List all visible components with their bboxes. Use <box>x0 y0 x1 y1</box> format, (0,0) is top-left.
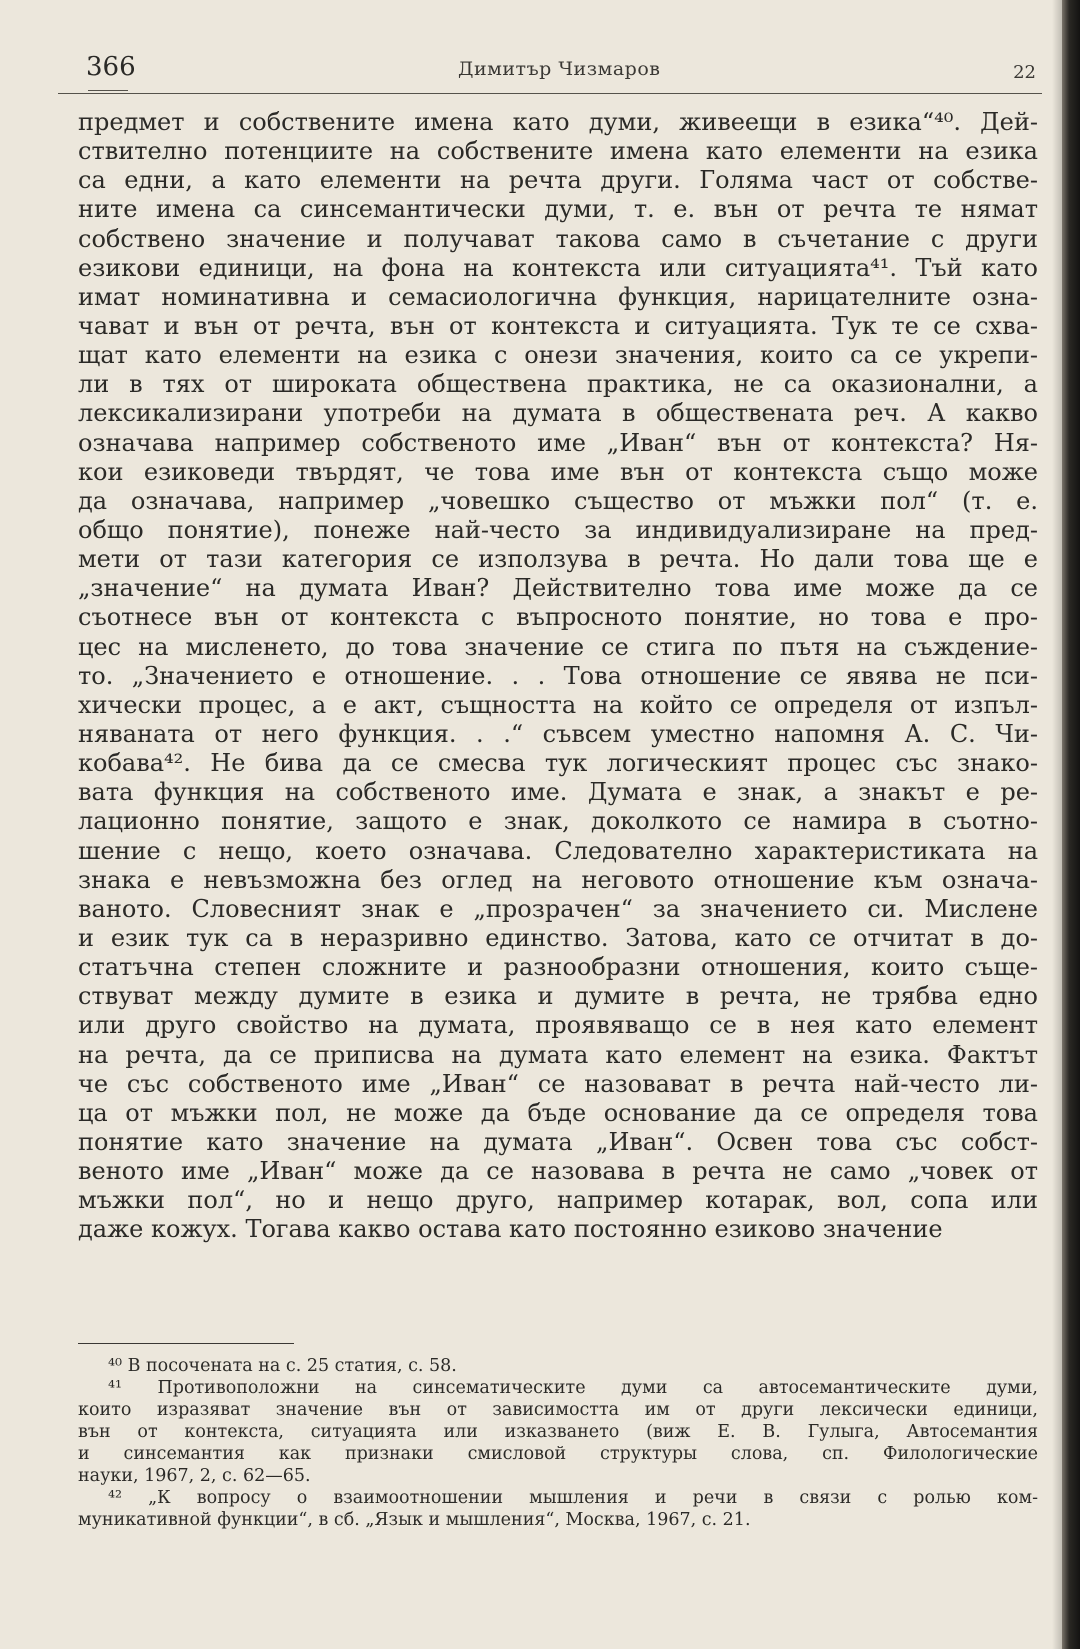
text-line: ните имена са синсемантически думи, т. е. вън от речта те нямат <box>78 195 1038 224</box>
text-line: общо понятие), понеже най-често за индивидуализиране на пред- <box>78 515 1038 544</box>
header-rule <box>58 93 1042 94</box>
text-line: кобава⁴². Не бива да се смесва тук логическият процес със знако- <box>78 749 1038 778</box>
text-line: езикови единици, на фона на контекста или ситуацията⁴¹. Тъй като <box>78 253 1038 282</box>
book-edge <box>1062 0 1080 1649</box>
page-number-underline <box>88 90 128 91</box>
page-gutter-shadow <box>1052 0 1062 1649</box>
footnote-separator <box>78 1343 294 1344</box>
text-line: хически процес, а е акт, същността на който се определя от изпъл- <box>78 690 1038 719</box>
page-header <box>58 52 1042 102</box>
text-line: съотнесе вън от контекста с въпросното понятие, но това е про- <box>78 603 1038 632</box>
text-line: шение с нещо, което означава. Следователно характеристиката на <box>78 836 1038 865</box>
text-line: вата функция на собственото име. Думата е знак, а знакът е ре- <box>78 778 1038 807</box>
text-line: да означава, например „човешко същество от мъжки пол“ (т. е. <box>78 486 1038 515</box>
text-line: или друго свойство на думата, проявяващо се в нея като елемент <box>78 1011 1038 1040</box>
text-line: веното име „Иван“ може да се назовава в речта не само „човек от <box>78 1157 1038 1186</box>
signature-mark: 22 <box>1013 62 1036 83</box>
text-line: предмет и собствените имена като думи, живеещи в езика“⁴⁰. Дей- <box>78 108 1038 136</box>
text-line: даже кожух. Тогава какво остава като постоянно езиково значение <box>78 1215 943 1244</box>
footnote <box>78 1355 1038 1377</box>
text-line: статъчна степен сложните и разнообразни отношения, които съще- <box>78 953 1038 982</box>
text-line: щат като елементи на езика с онези значения, които са се укрепи- <box>78 341 1038 370</box>
footnote-line: муникативной функции“, в сб. „Язык и мышления“, Москва, 1967, с. 21. <box>78 1510 751 1530</box>
text-line: то. „Значението е отношение. . . Това отношение се явява не пси- <box>78 661 1038 690</box>
text-line: лационно понятие, защото е знак, доколкото се намира в съотно- <box>78 807 1038 836</box>
running-head: Димитър Чизмаров <box>458 58 661 80</box>
text-line: че със собственото име „Иван“ се назовават в речта най-често ли- <box>78 1069 1038 1098</box>
footnote <box>78 1487 1038 1531</box>
text-line: имат номинативна и семасиологична функция, нарицателните озна- <box>78 282 1038 311</box>
text-line: ца от мъжки пол, не може да бъде основание да се определя това <box>78 1098 1038 1127</box>
footnotes <box>78 1355 1038 1531</box>
footnote-line: ⁴⁰ В посочената на с. 25 статия, с. 58. <box>108 1356 457 1376</box>
footnote-line: и синсемантия как признаки смисловой структуры слова, сп. Филологические <box>78 1444 1038 1464</box>
body-text <box>78 108 1038 1244</box>
text-line: и език тук са в неразривно единство. Затова, като се отчитат в до- <box>78 923 1038 952</box>
footnote-line: вън от контекста, ситуацията или изказването (виж Е. В. Гулыга, Автосемантия <box>78 1422 1038 1442</box>
text-line: няваната от него функция. . .“ съвсем уместно напомня А. С. Чи- <box>78 719 1038 748</box>
text-line: мети от тази категория се използува в речта. Но дали това ще е <box>78 545 1038 574</box>
footnote-line: които изразяват значение вън от зависимостта им от други лексически единици, <box>78 1400 1038 1420</box>
text-line: собствено значение и получават такова само в съчетание с други <box>78 224 1038 253</box>
text-line: ли в тях от широката обществена практика, не са оказионални, а <box>78 370 1038 399</box>
text-line: ваното. Словесният знак е „прозрачен“ за значението си. Мислене <box>78 894 1038 923</box>
footnote-line: ⁴¹ Противоположни на синсематическите думи са автосемантическите думи, <box>108 1378 1038 1398</box>
footnote-line: науки, 1967, 2, с. 62—65. <box>78 1466 311 1486</box>
text-line: знака е невъзможна без оглед на неговото отношение към означа- <box>78 865 1038 894</box>
text-line: понятие като значение на думата „Иван“. Освен това със собст- <box>78 1127 1038 1156</box>
text-line: кои езиковеди твърдят, че това име вън от контекста също може <box>78 457 1038 486</box>
text-line: ствуват между думите в езика и думите в речта, не трябва едно <box>78 982 1038 1011</box>
text-line: са едни, а като елементи на речта други. Голяма част от собстве- <box>78 166 1038 195</box>
text-line: на речта, да се приписва на думата като елемент на езика. Фактът <box>78 1040 1038 1069</box>
text-line: ствително потенциите на собствените имена като елементи на езика <box>78 137 1038 166</box>
text-line: лексикализирани употреби на думата в обществената реч. А какво <box>78 399 1038 428</box>
text-line: мъжки пол“, но и нещо друго, например котарак, вол, сопа или <box>78 1186 1038 1215</box>
footnote-line: ⁴² „К вопросу о взаимоотношении мышления и речи в связи с ролью ком- <box>108 1488 1038 1508</box>
footnote <box>78 1377 1038 1487</box>
text-line: чават и вън от речта, вън от контекста и ситуацията. Тук те се схва- <box>78 311 1038 340</box>
text-line: „значение“ на думата Иван? Действително това име може да се <box>78 574 1038 603</box>
text-line: означава например собственото име „Иван“ вън от контекста? Ня- <box>78 428 1038 457</box>
text-line: цес на мисленето, до това значение се стига по пътя на съждение- <box>78 632 1038 661</box>
page-number: 366 <box>86 52 136 82</box>
